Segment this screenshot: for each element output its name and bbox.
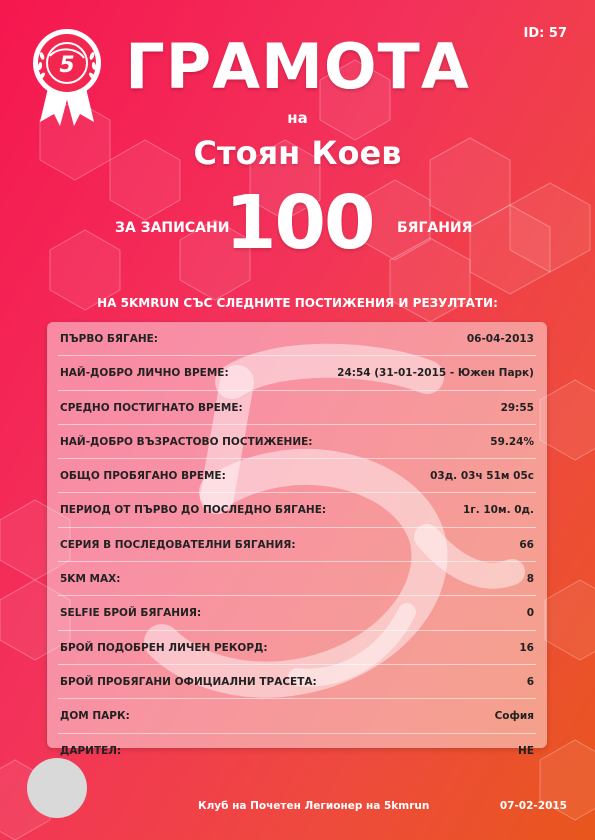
certificate-id: ID: 57 <box>523 26 567 41</box>
stat-row <box>58 493 536 527</box>
stat-value: НЕ <box>518 744 534 757</box>
run-count: 100 <box>225 180 374 266</box>
stat-label: НАЙ-ДОБРО ВЪЗРАСТОВО ПОСТИЖЕНИЕ: <box>60 435 313 448</box>
stat-row <box>58 734 536 767</box>
stat-row <box>58 322 536 356</box>
stat-label: ДАРИТЕЛ: <box>60 744 122 757</box>
run-count-row <box>0 180 595 266</box>
recipient-name: Стоян Коев <box>193 134 402 172</box>
stat-row <box>58 528 536 562</box>
stat-label: НАЙ-ДОБРО ЛИЧНО ВРЕМЕ: <box>60 367 229 380</box>
count-prefix: ЗА ЗАПИСАНИ <box>115 220 230 236</box>
stat-label: СЕРИЯ В ПОСЛЕДОВАТЕЛНИ БЯГАНИЯ: <box>60 538 296 551</box>
stat-value: 66 <box>519 538 534 551</box>
certificate-title: ГРАМОТА <box>125 30 470 103</box>
stat-label: БРОЙ ПОДОБРЕН ЛИЧЕН РЕКОРД: <box>60 641 268 654</box>
stat-row <box>58 459 536 493</box>
stat-value: 24:54 (31-01-2015 - Южен Парк) <box>337 367 534 380</box>
stat-value: 06-04-2013 <box>466 333 534 345</box>
preposition: на <box>287 109 308 127</box>
stat-value: 59.24% <box>490 435 534 448</box>
stats-table <box>58 322 536 767</box>
stat-label: СРЕДНО ПОСТИГНАТО ВРЕМЕ: <box>60 401 243 414</box>
stat-row <box>58 391 536 425</box>
issue-date: 07-02-2015 <box>499 800 567 812</box>
stat-value: 6 <box>526 675 534 688</box>
stat-value: 03д. 03ч 51м 05с <box>430 470 534 483</box>
stat-value: 16 <box>519 641 534 654</box>
count-suffix: БЯГАНИЯ <box>397 220 473 236</box>
achievements-subtitle: НА 5KMRUN СЪС СЛЕДНИТЕ ПОСТИЖЕНИЯ И РЕЗУЛТАТИ: <box>97 296 498 310</box>
svg-text:5: 5 <box>59 53 75 78</box>
stat-value: 1г. 10м. 0д. <box>462 504 534 517</box>
stat-row <box>58 596 536 630</box>
stat-row <box>58 631 536 665</box>
stat-value: София <box>494 710 534 723</box>
stat-row <box>58 356 536 390</box>
stat-label: SELFIE БРОЙ БЯГАНИЯ: <box>60 607 202 620</box>
stat-label: ДОМ ПАРК: <box>60 710 130 723</box>
stat-value: 8 <box>526 573 534 586</box>
stat-label: ОБЩО ПРОБЯГАНО ВРЕМЕ: <box>60 470 226 483</box>
stat-row <box>58 699 536 733</box>
stat-value: 29:55 <box>500 401 534 414</box>
stat-label: ПЪРВО БЯГАНЕ: <box>60 333 158 345</box>
stat-value: 0 <box>526 607 534 620</box>
stat-label: 5KM MAX: <box>60 573 121 586</box>
stat-label: БРОЙ ПРОБЯГАНИ ОФИЦИАЛНИ ТРАСЕТА: <box>60 675 317 688</box>
stat-label: ПЕРИОД ОТ ПЪРВО ДО ПОСЛЕДНО БЯГАНЕ: <box>60 504 327 517</box>
stat-row <box>58 425 536 459</box>
stat-row <box>58 562 536 596</box>
profile-photo-placeholder <box>27 758 87 818</box>
stat-row <box>58 665 536 699</box>
club-footer-text: Клуб на Почетен Легионер на 5kmrun <box>198 800 430 812</box>
